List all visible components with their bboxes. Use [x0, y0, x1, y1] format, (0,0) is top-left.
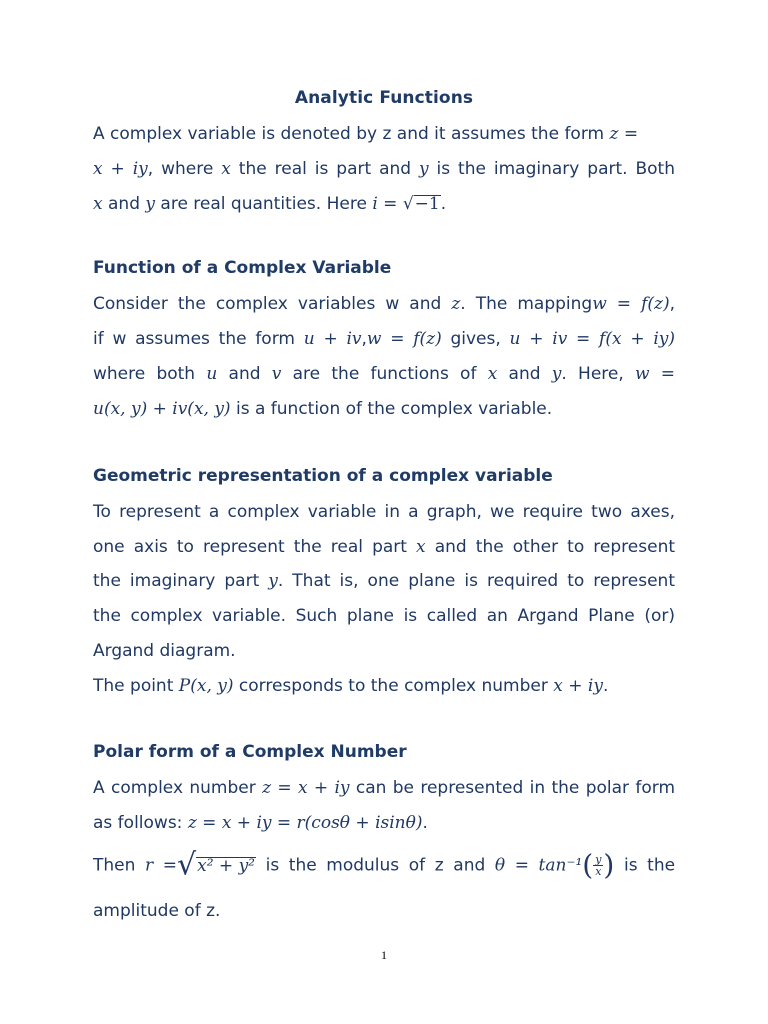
s3-line-2: [93, 812, 675, 838]
s3-line-4: amplitude of z.: [93, 901, 221, 921]
text: A complex variable is denoted by z and it assumes the form: [93, 124, 605, 144]
math: y: [145, 194, 155, 214]
fraction: [593, 854, 603, 877]
s2-line-5: Argand diagram.: [93, 641, 236, 661]
text: are the functions of: [292, 364, 477, 384]
s2-line-4: the complex variable. Such plane is called an Argand Plane (or): [93, 606, 675, 626]
math: u + iv: [303, 329, 362, 349]
math: x + iy: [93, 159, 148, 179]
text: if w assumes the form: [93, 329, 295, 349]
text: is the modulus of z and: [265, 855, 486, 876]
s1-line-4: [93, 398, 675, 424]
text: . That is, one plane is required to represent: [277, 571, 675, 591]
s3-line-1: [93, 777, 675, 803]
text: .: [440, 194, 447, 214]
intro-line-3: [93, 193, 675, 219]
text: and: [108, 194, 140, 214]
math: w =: [635, 364, 676, 384]
math: x + iy: [553, 676, 603, 696]
text: and: [228, 364, 261, 384]
text: corresponds to the complex number: [238, 676, 548, 696]
text: is a function of the complex variable.: [235, 399, 553, 419]
text: .: [422, 813, 428, 833]
s2-line-6: [93, 675, 675, 701]
text: the imaginary part: [93, 571, 260, 591]
math: x: [93, 194, 103, 214]
math: r =: [145, 855, 177, 876]
math: w = f(z): [366, 329, 442, 349]
math: θ = tan⁻¹: [494, 855, 583, 876]
math: x: [487, 364, 498, 384]
text: and: [508, 364, 541, 384]
text: are real quantities. Here: [160, 194, 367, 214]
text: where both: [93, 364, 196, 384]
section-heading-function: Function of a Complex Variable: [93, 258, 392, 278]
text: . The mapping: [460, 294, 593, 314]
math: y: [419, 159, 429, 179]
s1-line-3: [93, 363, 675, 389]
fraction-denominator: x: [595, 865, 602, 878]
text: is the imaginary part. Both: [436, 159, 675, 179]
math: w = f(z): [592, 294, 670, 314]
text: gives,: [450, 329, 501, 349]
s3-line-3: [93, 847, 676, 886]
math: v: [271, 364, 282, 384]
math: P(x, y): [178, 676, 234, 696]
s2-line-2: [93, 536, 675, 562]
math: x: [416, 537, 426, 557]
section-heading-polar: Polar form of a Complex Number: [93, 742, 407, 762]
text: .: [602, 676, 609, 696]
math: z: [451, 294, 461, 314]
sqrt-radicand: −1: [414, 194, 440, 214]
text: The point: [93, 676, 174, 696]
s2-line-3: [93, 570, 675, 596]
text: Consider the complex variables w and: [93, 294, 442, 314]
text: one axis to represent the real part: [93, 537, 407, 557]
text: the real is part and: [238, 159, 412, 179]
sqrt-symbol: √: [177, 847, 197, 883]
intro-line-1: [93, 123, 675, 149]
math: y: [551, 364, 562, 384]
text: . Here,: [561, 364, 624, 384]
fraction-numerator: y: [595, 853, 602, 866]
document-title: Analytic Functions: [294, 88, 474, 108]
math: z = x + iy: [262, 778, 350, 798]
page-number: 1: [381, 948, 387, 962]
sqrt-radicand: x² + y²: [197, 855, 255, 876]
right-paren: ): [603, 848, 615, 882]
s2-line-1: To represent a complex variable in a graph, we require two axes,: [93, 502, 675, 522]
section-heading-geometric: Geometric representation of a complex variable: [93, 466, 553, 486]
text: Then: [93, 855, 136, 876]
text: as follows:: [93, 813, 183, 833]
math: u: [206, 364, 218, 384]
text: ,: [361, 329, 367, 349]
math: z =: [609, 124, 639, 144]
intro-line-2: [93, 158, 675, 184]
math: u + iv = f(x + iy): [509, 329, 676, 349]
math: z = x + iy = r(cosθ + isinθ): [187, 813, 423, 833]
text: and the other to represent: [434, 537, 676, 557]
math: y: [268, 571, 278, 591]
left-paren: (: [582, 848, 594, 882]
s1-line-2: [93, 328, 675, 354]
text: A complex number: [93, 778, 256, 798]
text: , where: [147, 159, 214, 179]
text: is the: [623, 855, 676, 876]
math: x: [221, 159, 231, 179]
text: ,: [669, 294, 675, 314]
math: i =: [372, 194, 403, 214]
text: can be represented in the polar form: [355, 778, 676, 798]
sqrt-symbol: √: [402, 194, 414, 214]
math: u(x, y) + iv(x, y): [93, 399, 231, 419]
s1-line-1: [93, 293, 675, 319]
